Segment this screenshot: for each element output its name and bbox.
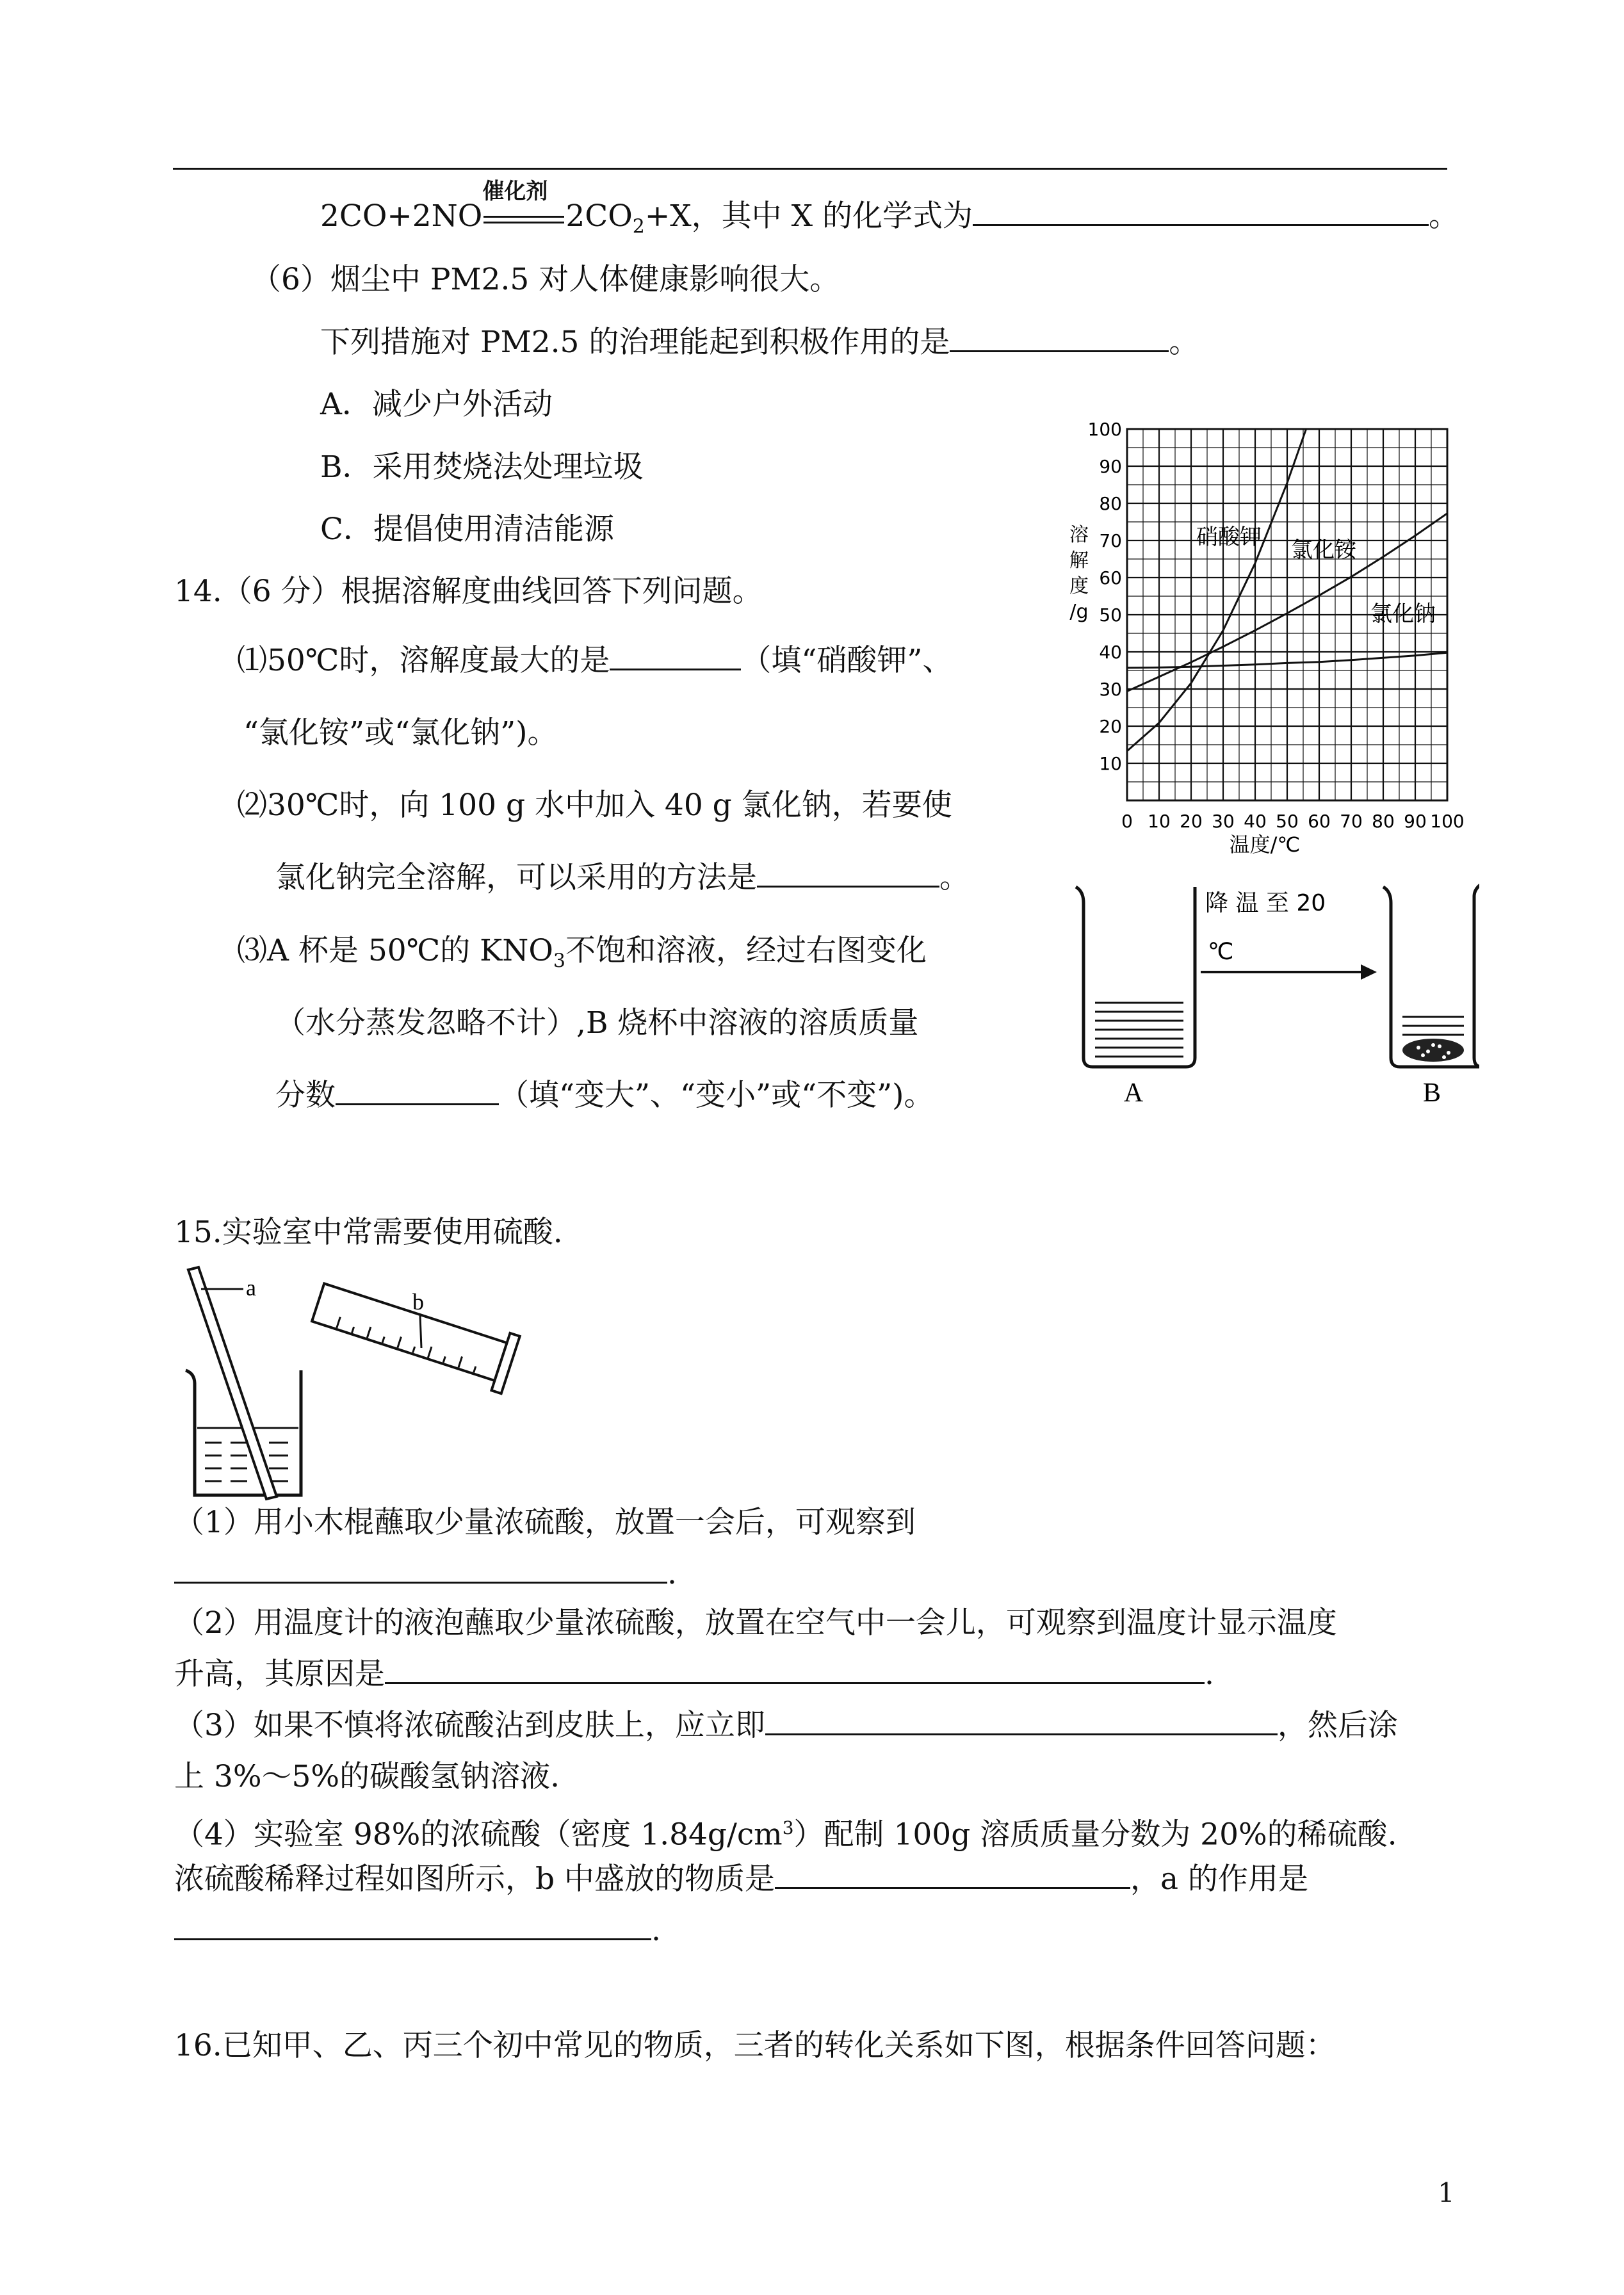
series-label-kno3: 硝酸钾: [1196, 524, 1262, 550]
catalyst-label: 催化剂: [482, 179, 548, 204]
q15-p4-post: ）配制 100g 溶质质量分数为 20%的稀硫酸.: [793, 1817, 1397, 1853]
q14-p1-hint: （填“硝酸钾”、: [741, 643, 953, 678]
option-b: B．采用焚烧法处理垃圾: [320, 450, 644, 485]
y-tick-label: 20: [1099, 716, 1122, 737]
q14-title: 14.（6 分）根据溶解度曲线回答下列问题。: [174, 574, 763, 609]
q14-p1-text: ⑴50℃时，溶解度最大的是: [237, 643, 610, 678]
q14-p3-cont1: （水分蒸发忽略不计）,B 烧杯中溶液的溶质质量: [275, 1005, 919, 1041]
q15-p2-end: .: [1205, 1657, 1214, 1692]
q14-p1-cont: “氯化铵”或“氯化钠”)。: [243, 715, 558, 750]
ylabel-char-1: 溶: [1069, 524, 1089, 546]
beaker-b: [1383, 884, 1479, 1067]
x-tick-label: 10: [1148, 811, 1171, 832]
p6-question-text: 下列措施对 PM2.5 的治理能起到积极作用的是: [320, 325, 950, 360]
x-tick-label: 80: [1372, 811, 1395, 832]
catalyst-arrow: [482, 179, 565, 231]
q15-p4: [174, 1809, 1397, 1854]
y-tick-label: 80: [1099, 493, 1122, 514]
y-tick-label: 30: [1099, 679, 1122, 700]
q15-p3: [174, 1707, 1398, 1745]
y-tick-label: 60: [1099, 567, 1122, 588]
series-label-nh4cl: 氯化铵: [1291, 537, 1356, 563]
q14-p3-post: 不饱和溶液，经过右图变化: [565, 933, 927, 968]
q14-p3-c-pre: 分数: [275, 1078, 336, 1113]
q15-p4-text: 浓硫酸稀释过程如图所示，b 中盛放的物质是: [174, 1861, 775, 1897]
y-tick-label: 50: [1099, 604, 1122, 626]
answer-blank-14-2[interactable]: [757, 860, 939, 888]
q15-p4-mid: ，a 的作用是: [1130, 1861, 1308, 1897]
q16-title: 16.已知甲、乙、丙三个初中常见的物质，三者的转化关系如下图，根据条件回答问题：: [174, 2028, 1336, 2063]
x-tick-label: 100: [1430, 811, 1465, 832]
answer-blank-15-2[interactable]: [385, 1657, 1205, 1684]
ylabel-char-2: 解: [1069, 549, 1089, 572]
arrow-head: [1361, 964, 1377, 980]
q15-p4-pre: （4）实验室 98%的浓硫酸（密度 1.84g/cm: [174, 1817, 783, 1853]
answer-blank-15-1[interactable]: [174, 1556, 667, 1584]
answer-blank-15-4b[interactable]: [775, 1861, 1130, 1889]
q14-p3: [237, 932, 927, 980]
glass-rod: [188, 1267, 277, 1499]
y-tick-label: 40: [1099, 642, 1122, 663]
x-tick-label: 60: [1308, 811, 1331, 832]
y-tick-label: 100: [1087, 419, 1122, 440]
equation-right: 2CO: [565, 199, 633, 234]
ylabel-char-3: 度: [1069, 575, 1089, 597]
label-b: b: [412, 1289, 424, 1315]
dilution-figure: [179, 1258, 538, 1502]
beaker-a: [1076, 887, 1195, 1067]
option-a: A．减少户外活动: [320, 387, 553, 422]
x-tick-label: 50: [1276, 811, 1299, 832]
answer-blank-15-3[interactable]: [765, 1708, 1278, 1735]
q15-p3-cont: 上 3%～5%的碳酸氢钠溶液.: [174, 1759, 560, 1794]
x-axis-label: 温度/℃: [1229, 832, 1301, 857]
q14-p3-cont2: [275, 1076, 934, 1115]
x-tick-label: 90: [1404, 811, 1427, 832]
equation-line: [320, 179, 1459, 246]
subscript-2: 2: [632, 215, 645, 238]
q13-p6-title: （6）烟尘中 PM2.5 对人体健康影响很大。: [251, 262, 840, 297]
equation-end: 。: [1429, 199, 1459, 234]
q15-p1-answer: [174, 1555, 677, 1593]
q15-title: 15.实验室中常需要使用硫酸.: [174, 1215, 563, 1250]
q15-p4-answer: [174, 1911, 661, 1950]
answer-blank-14-1[interactable]: [610, 643, 741, 670]
answer-blank-pm25[interactable]: [950, 325, 1169, 352]
y-tick-label: 70: [1099, 530, 1122, 551]
y-tick-label: 90: [1099, 456, 1122, 477]
q15-p1: （1）用小木棍蘸取少量浓硫酸，放置一会后，可观察到: [174, 1505, 916, 1540]
q14-p2: ⑵30℃时，向 100 g 水中加入 40 g 氯化钠，若要使: [237, 788, 952, 823]
q14-p2-cont: [275, 859, 970, 897]
answer-blank-14-3[interactable]: [336, 1078, 499, 1105]
subscript-3: 3: [553, 950, 566, 973]
superscript-3: 3: [782, 1817, 794, 1838]
y-axis-label: [1069, 524, 1089, 623]
crystal-precipitate: [1402, 1039, 1464, 1062]
q15-p2: （2）用温度计的液泡蘸取少量浓硫酸，放置在空气中一会儿，可观察到温度计显示温度: [174, 1605, 1337, 1641]
header-rule: [173, 168, 1447, 170]
equation-left: 2CO+2NO: [320, 199, 483, 234]
option-c: C．提倡使用清洁能源: [320, 512, 614, 547]
beaker-cooling-figure: [1069, 877, 1479, 1121]
x-tick-label: 20: [1180, 811, 1203, 832]
q14-p3-c-post: （填“变大”、“变小”或“不变”)。: [499, 1078, 934, 1113]
arrow-text-2: ℃: [1208, 939, 1234, 965]
answer-blank-15-4a[interactable]: [174, 1913, 651, 1940]
x-tick-label: 40: [1244, 811, 1267, 832]
y-tick-label: 10: [1099, 753, 1122, 774]
x-tick-label: 70: [1340, 811, 1363, 832]
q14-p1: [237, 642, 952, 680]
q15-p3-text: （3）如果不慎将浓硫酸沾到皮肤上，应立即: [174, 1708, 765, 1743]
arrow-text-1: 降 温 至 20: [1205, 890, 1326, 916]
p6-end: 。: [1169, 325, 1199, 360]
equation-question: +X，其中 X 的化学式为: [644, 199, 973, 234]
q13-p6-question: [320, 323, 1199, 362]
beaker-a-label: A: [1123, 1078, 1144, 1108]
page-number: 1: [1438, 2177, 1455, 2209]
beaker-b-label: B: [1422, 1078, 1441, 1108]
ylabel-char-4: /g: [1069, 601, 1089, 623]
q14-p3-pre: ⑶A 杯是 50℃的 KNO: [237, 933, 553, 968]
q15-p2-text: 升高，其原因是: [174, 1657, 385, 1692]
q15-p3-end: ，然后涂: [1277, 1708, 1398, 1743]
x-tick-label: 30: [1212, 811, 1235, 832]
q15-p4-cont: [174, 1860, 1308, 1899]
q14-p2-end: 。: [939, 860, 970, 895]
q15-p2-cont: [174, 1655, 1214, 1694]
answer-blank-x[interactable]: [973, 199, 1429, 226]
solubility-chart: [1057, 410, 1479, 858]
label-a: a: [246, 1275, 256, 1301]
q15-p1-end: .: [667, 1556, 677, 1591]
x-tick-label: 0: [1121, 811, 1133, 832]
q15-p4-end: .: [651, 1913, 661, 1948]
series-label-nacl: 氯化钠: [1370, 601, 1436, 627]
q14-p2-text: 氯化钠完全溶解，可以采用的方法是: [275, 860, 757, 895]
